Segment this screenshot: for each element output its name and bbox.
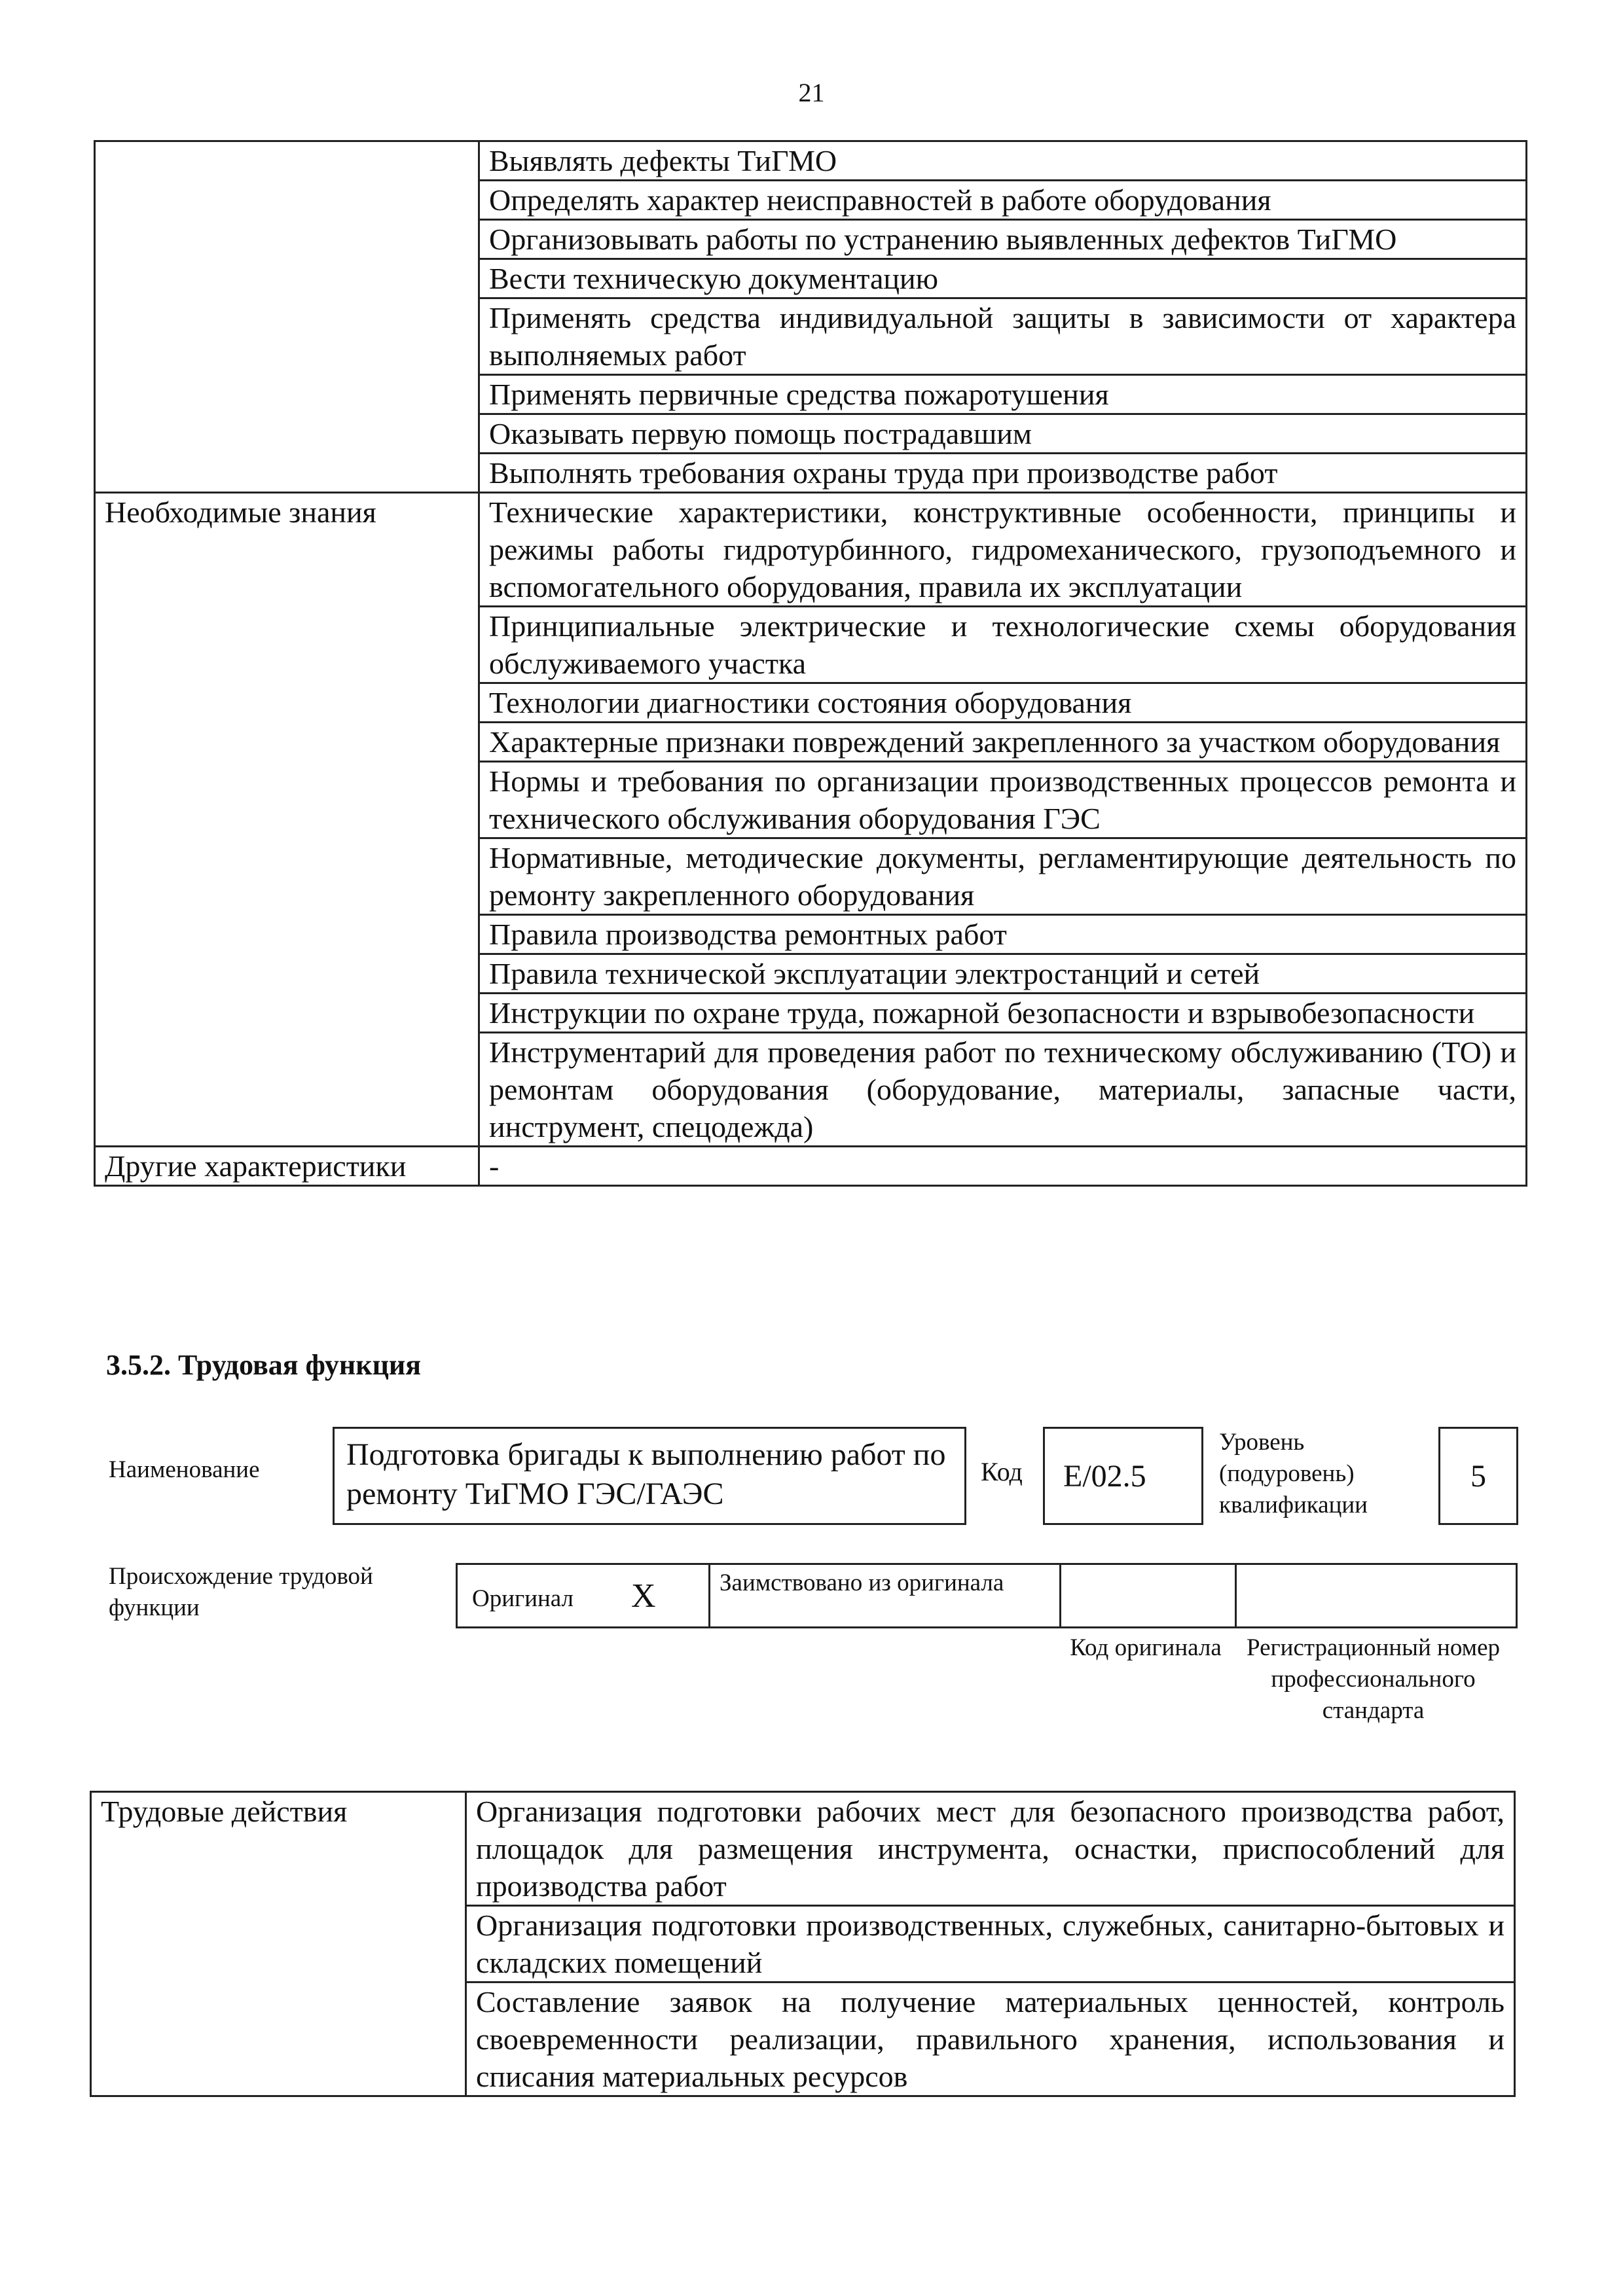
actions-label: Трудовые действия (91, 1792, 466, 2096)
original-cell (458, 1565, 708, 1626)
knowledge-label: Необходимые знания (95, 493, 479, 1147)
name-label: Наименование (109, 1456, 260, 1483)
knowledge-item: Правила производства ремонтных работ (479, 915, 1527, 954)
code-label: Код (981, 1457, 1023, 1486)
level-value: 5 (1438, 1427, 1518, 1525)
skill-item: Применять первичные средства пожаротушения (479, 375, 1527, 414)
skill-item: Оказывать первую помощь пострадавшим (479, 414, 1527, 454)
page-number: 21 (798, 78, 825, 107)
knowledge-item: Нормативные, методические документы, регламентирующие деятельность по ремонту закрепленного оборудования (479, 838, 1527, 915)
original-code-caption: Код оригинала (1070, 1634, 1222, 1661)
other-label: Другие характеристики (95, 1147, 479, 1186)
skill-item: Выполнять требования охраны труда при производстве работ (479, 454, 1527, 493)
skill-item: Вести техническую документацию (479, 259, 1527, 298)
action-item: Организация подготовки производственных, служебных, санитарно-бытовых и складских помещений (466, 1906, 1515, 1982)
origin-label: Происхождение трудовой функции (109, 1563, 373, 1621)
knowledge-item: Характерные признаки повреждений закрепленного за участком оборудования (479, 723, 1527, 762)
skill-item: Организовывать работы по устранению выявленных дефектов ТиГМО (479, 220, 1527, 259)
code-value: E/02.5 (1043, 1427, 1203, 1525)
knowledge-item: Инструментарий для проведения работ по техническому обслуживанию (ТО) и ремонтам оборудования (оборудование, материалы, запасные части, инструмент, спецодежда) (479, 1033, 1527, 1147)
name-value: Подготовка бригады к выполнению работ по ремонту ТиГМО ГЭС/ГАЭС (333, 1427, 966, 1525)
original-code-cell (1059, 1565, 1235, 1626)
action-item: Организация подготовки рабочих мест для безопасного производства работ, площадок для размещения инструмента, оснастки, приспособлений для производства работ (466, 1792, 1515, 1906)
skill-item: Применять средства индивидуальной защиты в зависимости от характера выполняемых работ (479, 298, 1527, 375)
section-heading: 3.5.2. Трудовая функция (106, 1349, 422, 1381)
skill-item: Определять характер неисправностей в работе оборудования (479, 181, 1527, 220)
knowledge-item: Технологии диагностики состояния оборудования (479, 683, 1527, 723)
knowledge-item: Правила технической эксплуатации электростанций и сетей (479, 954, 1527, 994)
registration-number-cell (1235, 1565, 1520, 1626)
skill-item: Выявлять дефекты ТиГМО (479, 141, 1527, 181)
other-value: - (479, 1147, 1527, 1186)
registration-number-caption: Регистрационный номер профессионального стандарта (1246, 1634, 1500, 1724)
skills-label-empty (95, 141, 479, 493)
action-item: Составление заявок на получение материальных ценностей, контроль своевременности реализации, правильного хранения, использования и списания материальных ресурсов (466, 1982, 1515, 2096)
knowledge-item: Технические характеристики, конструктивные особенности, принципы и режимы работы гидротурбинного, гидромеханического, грузоподъемного и вспомогательного оборудования, правила их эксплуатации (479, 493, 1527, 607)
knowledge-item: Принципиальные электрические и технологические схемы оборудования обслуживаемого участка (479, 607, 1527, 683)
competency-table-top (94, 140, 1527, 1187)
labor-actions-table (90, 1791, 1516, 2097)
original-label: Оригинал (472, 1585, 574, 1612)
level-label: Уровень (подуровень) квалификации (1219, 1429, 1368, 1518)
origin-row (456, 1563, 1518, 1628)
borrowed-label: Заимствовано из оригинала (708, 1565, 1059, 1626)
original-mark: X (631, 1577, 656, 1615)
knowledge-item: Нормы и требования по организации производственных процессов ремонта и технического обслуживания оборудования ГЭС (479, 762, 1527, 838)
knowledge-item: Инструкции по охране труда, пожарной безопасности и взрывобезопасности (479, 994, 1527, 1033)
